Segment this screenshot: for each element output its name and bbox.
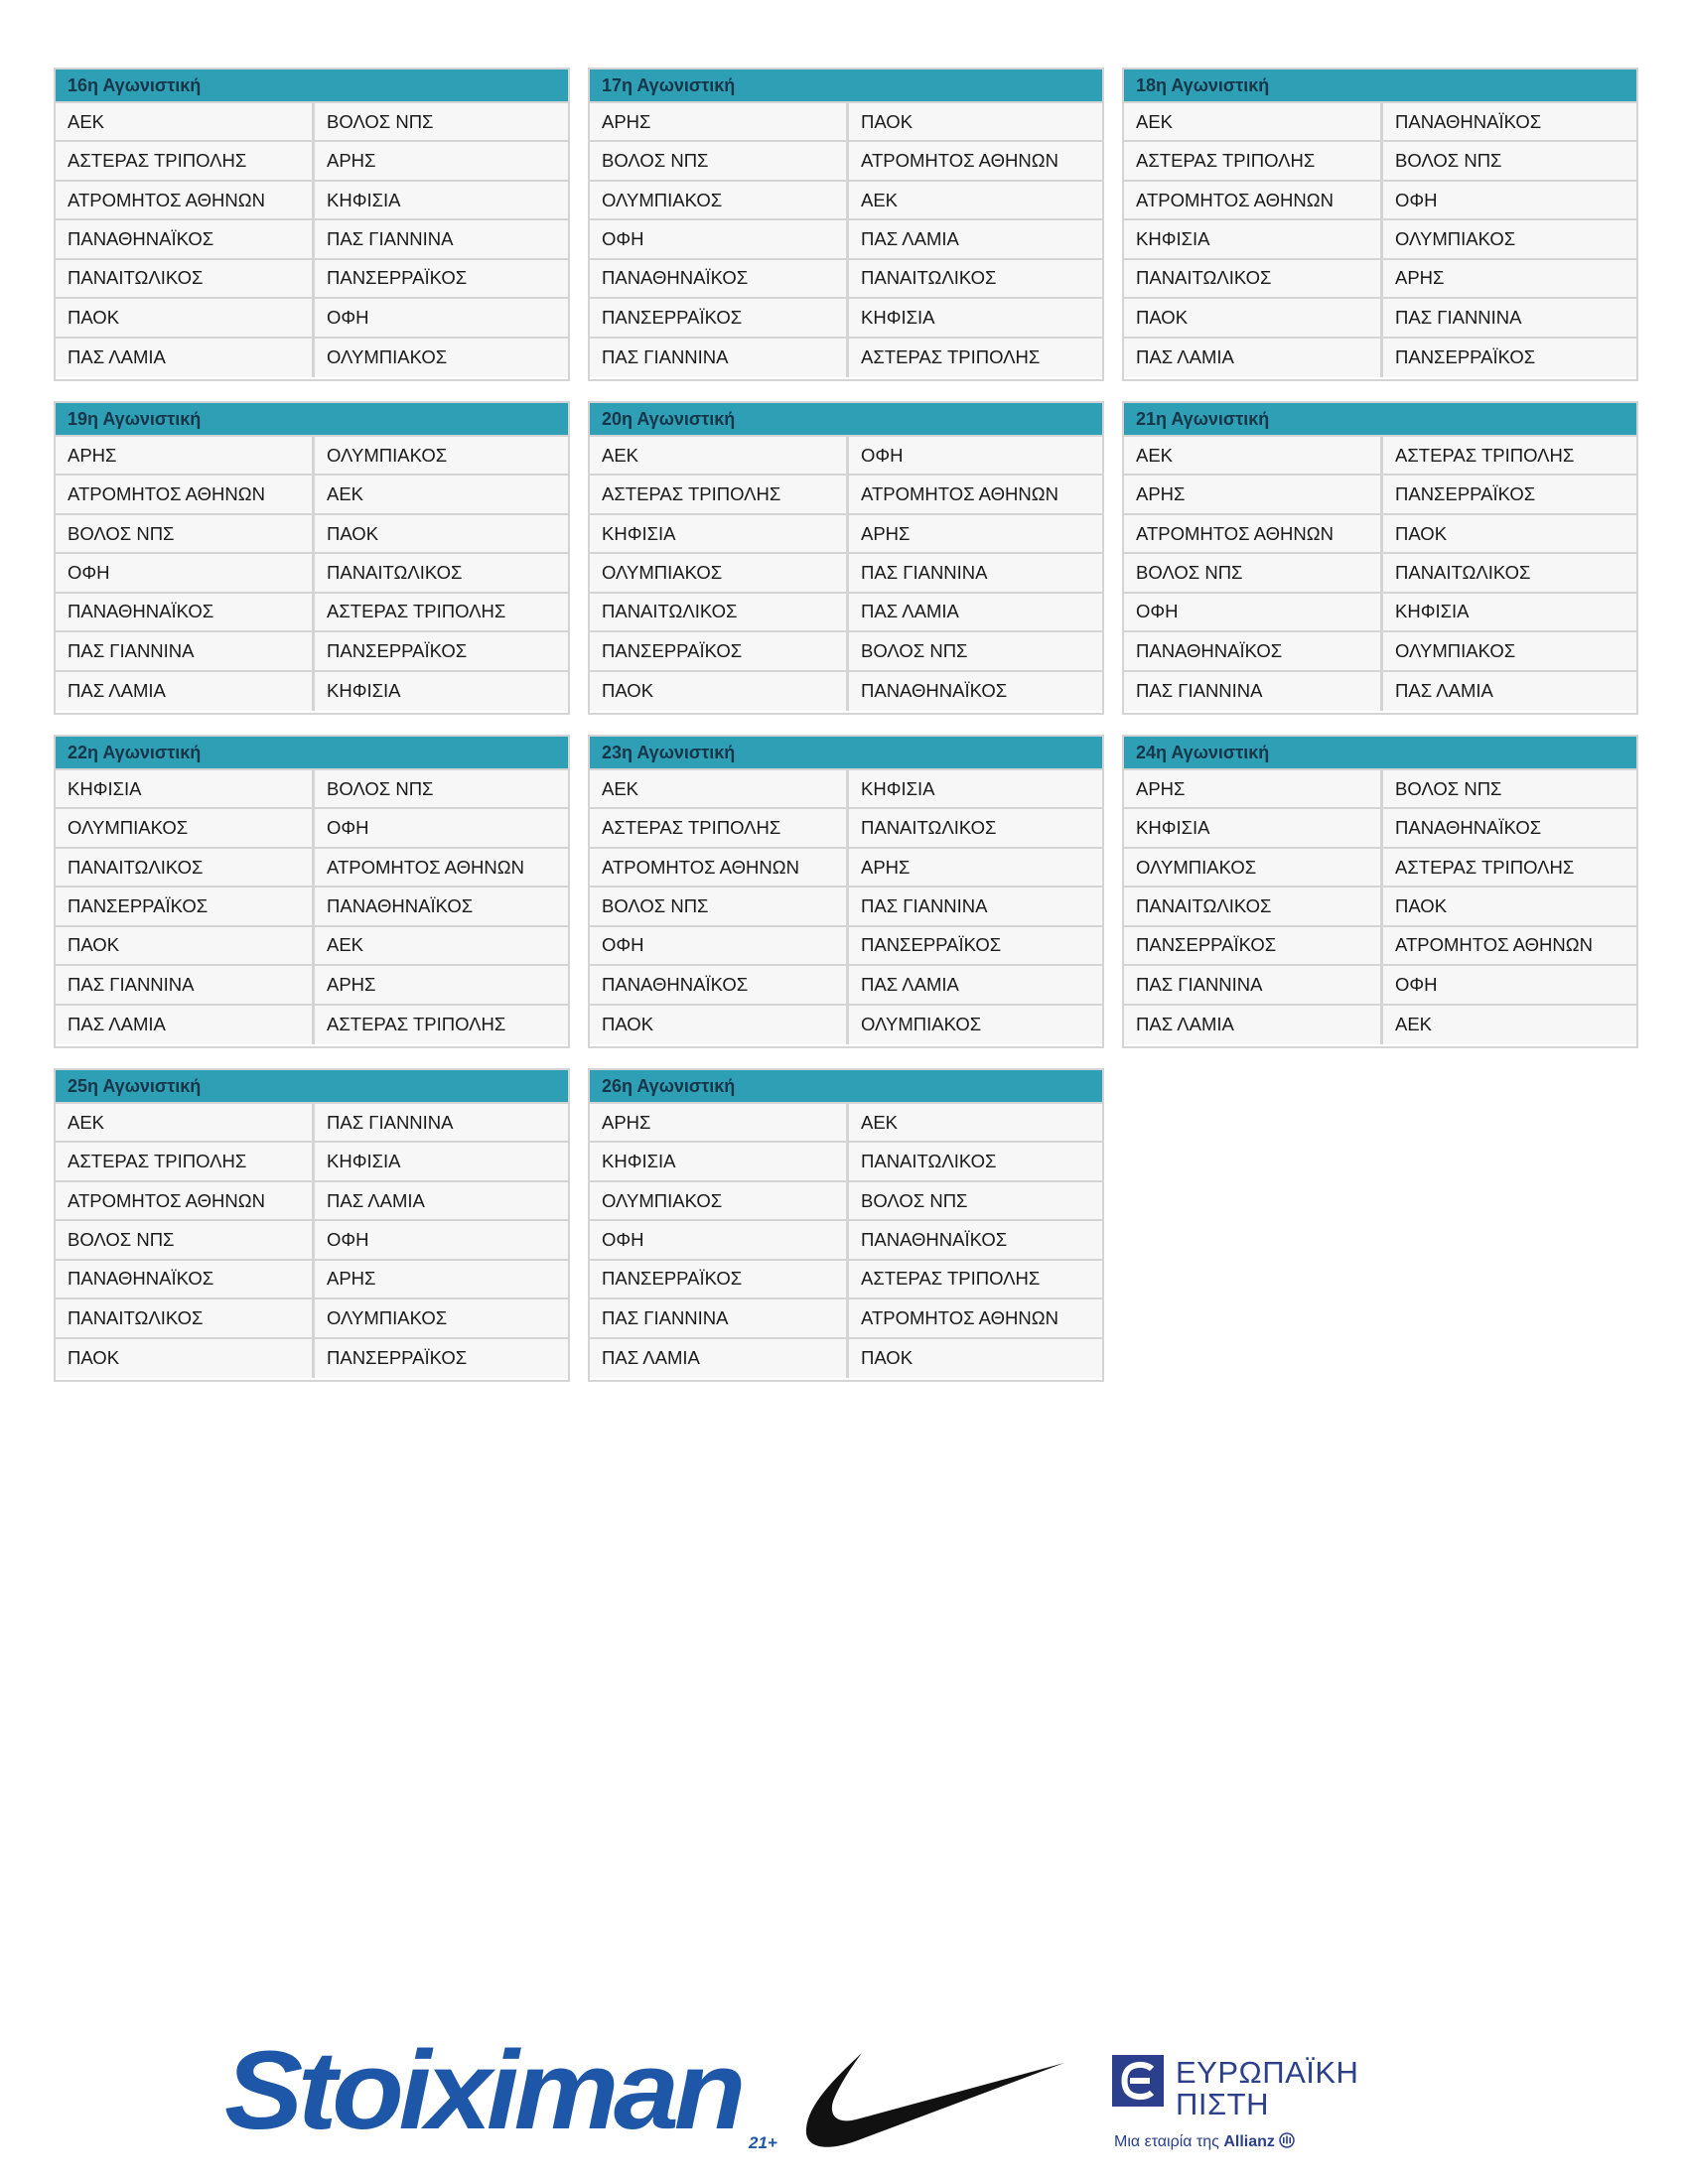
away-team: ΟΛΥΜΠΙΑΚΟΣ [312,437,568,474]
home-team: ΠΑΝΑΙΤΩΛΙΚΟΣ [56,849,312,886]
match-row [590,339,1102,377]
round-table [588,735,1104,1048]
away-team: ΠΑΣ ΛΑΜΙΑ [846,966,1102,1003]
round-table [54,68,570,381]
away-team: ΠΑΟΚ [1380,515,1636,552]
round-title: 24η Αγωνιστική [1124,737,1636,770]
home-team: ΑΕΚ [1124,437,1380,474]
away-team: ΒΟΛΟΣ ΝΠΣ [1380,142,1636,179]
home-team: ΑΤΡΟΜΗΤΟΣ ΑΘΗΝΩΝ [1124,515,1380,552]
away-team: ΟΦΗ [846,437,1102,474]
home-team: ΒΟΛΟΣ ΝΠΣ [56,515,312,552]
match-row [590,1261,1102,1299]
away-team: ΠΑΣ ΓΙΑΝΝΙΝΑ [846,887,1102,924]
match-row [1124,594,1636,632]
away-team: ΟΛΥΜΠΙΑΚΟΣ [1380,632,1636,669]
match-row [590,515,1102,554]
match-row [590,437,1102,476]
home-team: ΑΤΡΟΜΗΤΟΣ ΑΘΗΝΩΝ [56,182,312,218]
away-team: ΠΑΝΑΘΗΝΑΪΚΟΣ [846,672,1102,711]
home-team: ΑΣΤΕΡΑΣ ΤΡΙΠΟΛΗΣ [56,142,312,179]
home-team: ΠΑΝΑΙΤΩΛΙΚΟΣ [56,260,312,297]
match-row [1124,182,1636,220]
away-team: ΠΑΝΑΙΤΩΛΙΚΟΣ [846,809,1102,846]
away-team: ΠΑΟΚ [312,515,568,552]
away-team: ΟΦΗ [312,299,568,336]
away-team: ΠΑΝΣΕΡΡΑΪΚΟΣ [1380,476,1636,512]
home-team: ΠΑΝΑΙΤΩΛΙΚΟΣ [1124,260,1380,297]
home-team: ΠΑΝΑΘΗΝΑΪΚΟΣ [56,1261,312,1297]
away-team: ΑΡΗΣ [312,142,568,179]
match-row [56,887,568,926]
home-team: ΒΟΛΟΣ ΝΠΣ [590,142,846,179]
home-team: ΠΑΝΣΕΡΡΑΪΚΟΣ [1124,927,1380,964]
match-row [1124,103,1636,142]
home-team: ΠΑΝΑΙΤΩΛΙΚΟΣ [590,594,846,630]
round-title: 21η Αγωνιστική [1124,403,1636,437]
away-team: ΚΗΦΙΣΙΑ [312,1143,568,1179]
home-team: ΠΑΟΚ [56,1339,312,1378]
match-row [590,887,1102,926]
home-team: ΠΑΟΚ [1124,299,1380,336]
away-team: ΠΑΝΣΕΡΡΑΪΚΟΣ [312,260,568,297]
home-team: ΟΛΥΜΠΙΑΚΟΣ [590,1182,846,1219]
match-row [1124,887,1636,926]
match-row [590,1221,1102,1260]
home-team: ΠΑΟΚ [590,1006,846,1044]
match-row [590,220,1102,259]
pisti-line1: ΕΥΡΩΠΑΪΚΗ [1176,2055,1359,2090]
away-team: ΒΟΛΟΣ ΝΠΣ [846,632,1102,669]
europaiki-pisti-emblem-icon [1112,2055,1164,2107]
away-team: ΑΡΗΣ [1380,260,1636,297]
round-title: 26η Αγωνιστική [590,1070,1102,1104]
match-row [590,260,1102,299]
home-team: ΟΛΥΜΠΙΑΚΟΣ [56,809,312,846]
match-row [1124,339,1636,377]
home-team: ΟΦΗ [56,554,312,591]
match-row [590,1182,1102,1221]
away-team: ΠΑΣ ΛΑΜΙΑ [1380,672,1636,711]
match-row [56,1143,568,1181]
home-team: ΠΑΣ ΓΙΑΝΝΙΝΑ [590,339,846,377]
home-team: ΠΑΝΣΕΡΡΑΪΚΟΣ [56,887,312,924]
home-team: ΟΛΥΜΠΙΑΚΟΣ [590,554,846,591]
home-team: ΟΦΗ [590,927,846,964]
home-team: ΠΑΣ ΓΙΑΝΝΙΝΑ [1124,672,1380,711]
home-team: ΚΗΦΙΣΙΑ [1124,809,1380,846]
away-team: ΠΑΟΚ [1380,887,1636,924]
home-team: ΚΗΦΙΣΙΑ [590,1143,846,1179]
match-row [56,1261,568,1299]
home-team: ΚΗΦΙΣΙΑ [1124,220,1380,257]
match-row [1124,260,1636,299]
home-team: ΠΑΣ ΛΑΜΙΑ [1124,1006,1380,1044]
match-row [590,182,1102,220]
round-table [54,735,570,1048]
home-team: ΠΑΝΣΕΡΡΑΪΚΟΣ [590,1261,846,1297]
home-team: ΠΑΝΑΘΗΝΑΪΚΟΣ [1124,632,1380,669]
away-team: ΑΡΗΣ [312,966,568,1003]
away-team: ΠΑΝΑΙΤΩΛΙΚΟΣ [846,1143,1102,1179]
home-team: ΠΑΣ ΓΙΑΝΝΙΝΑ [56,966,312,1003]
match-row [1124,220,1636,259]
match-row [56,437,568,476]
match-row [56,1221,568,1260]
away-team: ΠΑΝΑΙΤΩΛΙΚΟΣ [846,260,1102,297]
away-team: ΚΗΦΙΣΙΑ [846,770,1102,807]
match-row [56,770,568,809]
away-team: ΟΛΥΜΠΙΑΚΟΣ [312,339,568,377]
match-row [56,515,568,554]
away-team: ΑΣΤΕΡΑΣ ΤΡΙΠΟΛΗΣ [312,1006,568,1044]
away-team: ΑΕΚ [1380,1006,1636,1044]
home-team: ΚΗΦΙΣΙΑ [590,515,846,552]
match-row [1124,1006,1636,1044]
match-row [56,849,568,887]
away-team: ΠΑΣ ΓΙΑΝΝΙΝΑ [312,220,568,257]
away-team: ΟΛΥΜΠΙΑΚΟΣ [312,1299,568,1336]
match-row [1124,849,1636,887]
away-team: ΚΗΦΙΣΙΑ [312,672,568,711]
home-team: ΠΑΝΣΕΡΡΑΪΚΟΣ [590,632,846,669]
round-table [1122,401,1638,715]
home-team: ΠΑΟΚ [56,299,312,336]
match-row [1124,437,1636,476]
fixtures-grid [54,68,1638,1382]
stoiximan-wordmark: Stoiximan [224,2037,742,2152]
away-team: ΑΣΤΕΡΑΣ ΤΡΙΠΟΛΗΣ [312,594,568,630]
europaiki-pisti-logo [1112,2055,1410,2154]
match-row [56,1339,568,1378]
round-table [54,401,570,715]
match-row [1124,966,1636,1005]
away-team: ΟΦΗ [312,1221,568,1258]
round-title: 20η Αγωνιστική [590,403,1102,437]
home-team: ΑΡΗΣ [590,103,846,140]
home-team: ΑΣΤΕΡΑΣ ΤΡΙΠΟΛΗΣ [1124,142,1380,179]
away-team: ΚΗΦΙΣΙΑ [312,182,568,218]
pisti-line2: ΠΙΣΤΗ [1176,2087,1269,2121]
away-team: ΠΑΝΑΙΤΩΛΙΚΟΣ [312,554,568,591]
home-team: ΟΦΗ [1124,594,1380,630]
home-team: ΑΕΚ [56,103,312,140]
pisti-tagline-text: Μια εταιρία της [1114,2133,1219,2150]
away-team: ΒΟΛΟΣ ΝΠΣ [312,103,568,140]
away-team: ΑΡΗΣ [846,515,1102,552]
away-team: ΟΦΗ [312,809,568,846]
away-team: ΒΟΛΟΣ ΝΠΣ [312,770,568,807]
match-row [56,554,568,593]
match-row [590,1104,1102,1143]
home-team: ΠΑΝΑΘΗΝΑΪΚΟΣ [56,220,312,257]
round-title: 19η Αγωνιστική [56,403,568,437]
match-row [590,809,1102,848]
match-row [56,632,568,671]
age-badge: 21+ [749,2133,777,2152]
match-row [590,299,1102,338]
home-team: ΠΑΝΑΙΤΩΛΙΚΟΣ [1124,887,1380,924]
match-row [590,770,1102,809]
home-team: ΠΑΣ ΛΑΜΙΑ [56,339,312,377]
round-title: 16η Αγωνιστική [56,69,568,103]
match-row [56,476,568,514]
match-row [56,672,568,711]
match-row [56,1182,568,1221]
away-team: ΠΑΝΑΘΗΝΑΪΚΟΣ [312,887,568,924]
away-team: ΚΗΦΙΣΙΑ [846,299,1102,336]
away-team: ΠΑΝΑΘΗΝΑΪΚΟΣ [1380,103,1636,140]
match-row [56,103,568,142]
allianz-brand: Allianz [1223,2133,1275,2150]
away-team: ΠΑΝΑΙΤΩΛΙΚΟΣ [1380,554,1636,591]
match-row [56,182,568,220]
away-team: ΑΕΚ [846,182,1102,218]
home-team: ΠΑΣ ΛΑΜΙΑ [56,1006,312,1044]
match-row [56,594,568,632]
home-team: ΑΡΗΣ [590,1104,846,1141]
away-team: ΠΑΣ ΓΙΑΝΝΙΝΑ [312,1104,568,1141]
home-team: ΟΛΥΜΠΙΑΚΟΣ [590,182,846,218]
home-team: ΑΤΡΟΜΗΤΟΣ ΑΘΗΝΩΝ [590,849,846,886]
away-team: ΠΑΝΣΕΡΡΑΪΚΟΣ [1380,339,1636,377]
away-team: ΠΑΝΣΕΡΡΑΪΚΟΣ [312,1339,568,1378]
away-team: ΠΑΣ ΓΙΑΝΝΙΝΑ [846,554,1102,591]
match-row [56,966,568,1005]
round-table [1122,735,1638,1048]
round-table [588,68,1104,381]
round-table [588,401,1104,715]
match-row [56,142,568,181]
away-team: ΑΤΡΟΜΗΤΟΣ ΑΘΗΝΩΝ [846,1299,1102,1336]
match-row [590,142,1102,181]
match-row [56,1006,568,1044]
match-row [56,1299,568,1338]
away-team: ΑΤΡΟΜΗΤΟΣ ΑΘΗΝΩΝ [1380,927,1636,964]
away-team: ΠΑΣ ΛΑΜΙΑ [312,1182,568,1219]
round-title: 25η Αγωνιστική [56,1070,568,1104]
away-team: ΑΕΚ [312,927,568,964]
match-row [56,809,568,848]
away-team: ΠΑΟΚ [846,103,1102,140]
away-team: ΠΑΣ ΓΙΑΝΝΙΝΑ [1380,299,1636,336]
away-team: ΟΦΗ [1380,966,1636,1003]
home-team: ΠΑΝΣΕΡΡΑΪΚΟΣ [590,299,846,336]
home-team: ΑΣΤΕΡΑΣ ΤΡΙΠΟΛΗΣ [590,809,846,846]
match-row [590,476,1102,514]
away-team: ΠΑΝΑΘΗΝΑΪΚΟΣ [846,1221,1102,1258]
match-row [1124,809,1636,848]
away-team: ΑΤΡΟΜΗΤΟΣ ΑΘΗΝΩΝ [846,142,1102,179]
home-team: ΑΕΚ [56,1104,312,1141]
away-team: ΑΣΤΕΡΑΣ ΤΡΙΠΟΛΗΣ [1380,849,1636,886]
pisti-tagline [1114,2132,1295,2151]
match-row [56,927,568,966]
round-title: 22η Αγωνιστική [56,737,568,770]
match-row [590,632,1102,671]
match-row [590,554,1102,593]
home-team: ΠΑΝΑΙΤΩΛΙΚΟΣ [56,1299,312,1336]
home-team: ΑΕΚ [590,437,846,474]
away-team: ΑΕΚ [846,1104,1102,1141]
away-team: ΑΡΗΣ [312,1261,568,1297]
match-row [1124,927,1636,966]
home-team: ΑΡΗΣ [56,437,312,474]
home-team: ΟΦΗ [590,1221,846,1258]
home-team: ΑΡΗΣ [1124,770,1380,807]
match-row [590,927,1102,966]
match-row [56,299,568,338]
home-team: ΑΡΗΣ [1124,476,1380,512]
away-team: ΠΑΝΣΕΡΡΑΪΚΟΣ [312,632,568,669]
away-team: ΑΣΤΕΡΑΣ ΤΡΙΠΟΛΗΣ [846,1261,1102,1297]
home-team: ΚΗΦΙΣΙΑ [56,770,312,807]
match-row [1124,299,1636,338]
nike-swoosh-icon [800,2049,1068,2152]
match-row [590,1299,1102,1338]
home-team: ΠΑΝΑΘΗΝΑΪΚΟΣ [56,594,312,630]
away-team: ΠΑΝΣΕΡΡΑΪΚΟΣ [846,927,1102,964]
away-team: ΟΦΗ [1380,182,1636,218]
away-team: ΠΑΟΚ [846,1339,1102,1378]
home-team: ΠΑΝΑΘΗΝΑΪΚΟΣ [590,260,846,297]
home-team: ΠΑΣ ΓΙΑΝΝΙΝΑ [1124,966,1380,1003]
match-row [590,1006,1102,1044]
away-team: ΑΤΡΟΜΗΤΟΣ ΑΘΗΝΩΝ [846,476,1102,512]
away-team: ΑΣΤΕΡΑΣ ΤΡΙΠΟΛΗΣ [1380,437,1636,474]
round-title: 17η Αγωνιστική [590,69,1102,103]
match-row [1124,554,1636,593]
away-team: ΠΑΣ ΛΑΜΙΑ [846,594,1102,630]
round-title: 23η Αγωνιστική [590,737,1102,770]
home-team: ΟΦΗ [590,220,846,257]
home-team: ΠΑΣ ΛΑΜΙΑ [56,672,312,711]
home-team: ΠΑΣ ΓΙΑΝΝΙΝΑ [590,1299,846,1336]
home-team: ΒΟΛΟΣ ΝΠΣ [590,887,846,924]
home-team: ΟΛΥΜΠΙΑΚΟΣ [1124,849,1380,886]
match-row [590,1143,1102,1181]
away-team: ΑΡΗΣ [846,849,1102,886]
home-team: ΑΤΡΟΜΗΤΟΣ ΑΘΗΝΩΝ [56,1182,312,1219]
home-team: ΑΕΚ [1124,103,1380,140]
home-team: ΠΑΣ ΛΑΜΙΑ [590,1339,846,1378]
home-team: ΠΑΝΑΘΗΝΑΪΚΟΣ [590,966,846,1003]
away-team: ΑΤΡΟΜΗΤΟΣ ΑΘΗΝΩΝ [312,849,568,886]
match-row [1124,142,1636,181]
match-row [56,339,568,377]
away-team: ΑΕΚ [312,476,568,512]
home-team: ΠΑΟΚ [56,927,312,964]
home-team: ΑΣΤΕΡΑΣ ΤΡΙΠΟΛΗΣ [590,476,846,512]
away-team: ΑΣΤΕΡΑΣ ΤΡΙΠΟΛΗΣ [846,339,1102,377]
round-title: 18η Αγωνιστική [1124,69,1636,103]
match-row [1124,476,1636,514]
away-team: ΒΟΛΟΣ ΝΠΣ [846,1182,1102,1219]
stoiximan-logo [220,2037,786,2154]
match-row [56,260,568,299]
away-team: ΟΛΥΜΠΙΑΚΟΣ [1380,220,1636,257]
home-team: ΠΑΣ ΛΑΜΙΑ [1124,339,1380,377]
match-row [1124,632,1636,671]
home-team: ΒΟΛΟΣ ΝΠΣ [56,1221,312,1258]
match-row [1124,515,1636,554]
match-row [56,220,568,259]
sponsors-bar [0,2025,1688,2184]
home-team: ΒΟΛΟΣ ΝΠΣ [1124,554,1380,591]
home-team: ΠΑΟΚ [590,672,846,711]
home-team: ΑΣΤΕΡΑΣ ΤΡΙΠΟΛΗΣ [56,1143,312,1179]
round-table [1122,68,1638,381]
round-table [588,1068,1104,1382]
away-team: ΒΟΛΟΣ ΝΠΣ [1380,770,1636,807]
round-table [54,1068,570,1382]
away-team: ΠΑΣ ΛΑΜΙΑ [846,220,1102,257]
match-row [590,103,1102,142]
match-row [590,966,1102,1005]
match-row [590,672,1102,711]
match-row [1124,672,1636,711]
allianz-icon [1279,2132,1295,2148]
match-row [590,849,1102,887]
home-team: ΑΕΚ [590,770,846,807]
home-team: ΑΤΡΟΜΗΤΟΣ ΑΘΗΝΩΝ [56,476,312,512]
match-row [1124,770,1636,809]
match-row [56,1104,568,1143]
home-team: ΑΤΡΟΜΗΤΟΣ ΑΘΗΝΩΝ [1124,182,1380,218]
home-team: ΠΑΣ ΓΙΑΝΝΙΝΑ [56,632,312,669]
match-row [590,1339,1102,1378]
away-team: ΠΑΝΑΘΗΝΑΪΚΟΣ [1380,809,1636,846]
away-team: ΟΛΥΜΠΙΑΚΟΣ [846,1006,1102,1044]
match-row [590,594,1102,632]
away-team: ΚΗΦΙΣΙΑ [1380,594,1636,630]
